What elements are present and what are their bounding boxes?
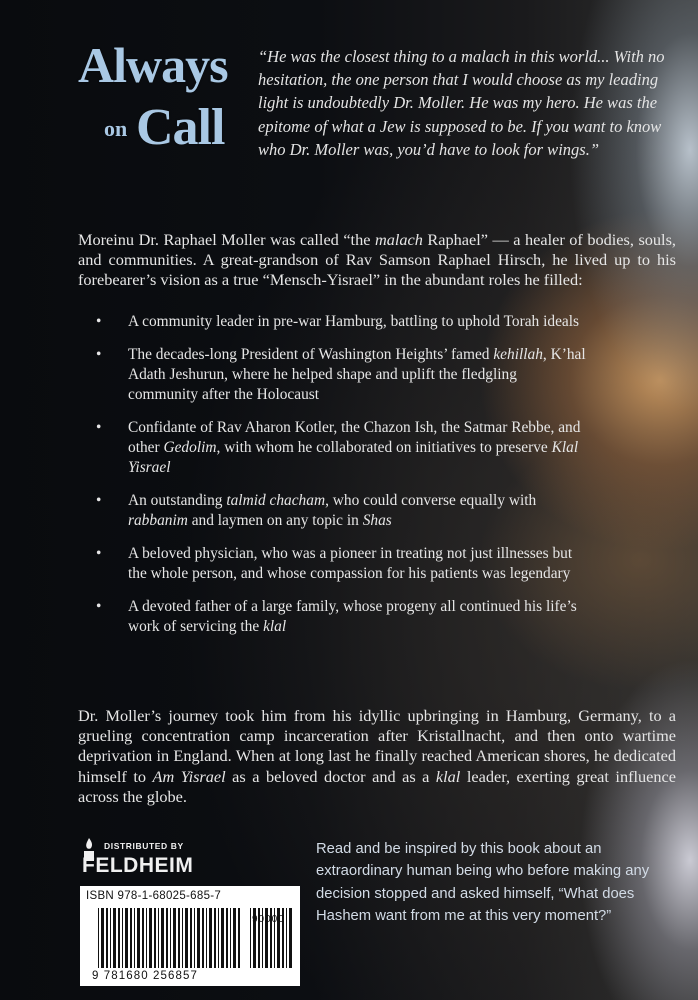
list-item — [90, 544, 590, 584]
barcode-bar — [113, 908, 116, 968]
barcode-bar — [250, 908, 251, 968]
book-title — [72, 37, 252, 190]
intro-emphasis: malach — [374, 230, 423, 249]
journey-paragraph — [78, 706, 676, 807]
list-item-text: , K’hal Adath Jeshurun, where he helped shape and uplift the fledgling community after the Holocaust — [128, 346, 586, 403]
journey-emphasis: Am Yisrael — [152, 766, 226, 786]
list-item-emphasis: Shas — [362, 512, 392, 529]
barcode-bar — [214, 908, 216, 968]
barcode-bar — [170, 908, 171, 968]
barcode-bar — [98, 908, 99, 968]
barcode-bar — [202, 908, 204, 968]
barcode-panel — [80, 886, 300, 986]
roles-list — [90, 312, 590, 650]
barcode-bar — [173, 908, 176, 968]
barcode-bar — [178, 908, 180, 968]
barcode-bar — [166, 908, 168, 968]
barcode-bar — [161, 908, 164, 968]
list-item-text: , who could converse equally with — [325, 492, 537, 509]
intro-text-2: Raphael” — a healer of bodies, souls, and communities. A great-grandson of Rav Samson Raphael Hirsch, he lived up to his forebearer’s vision as a true “Mensch-Yisrael” in the abundant roles he filled: — [78, 230, 676, 290]
closing-blurb: Read and be inspired by this book about an extraordinary human being who before making any decision stopped and asked himself, “What does Hashem want from me at this very moment?” — [316, 841, 650, 925]
list-item-emphasis: klal — [263, 618, 287, 635]
barcode-bar — [125, 908, 128, 968]
barcode-bar — [230, 908, 231, 968]
barcode-bar — [194, 908, 195, 968]
distributed-by-label: DISTRIBUTED BY — [104, 841, 184, 851]
barcode-bar — [190, 908, 192, 968]
list-item-emphasis: kehillah — [493, 346, 543, 363]
publisher-name: FELDHEIM — [82, 854, 194, 877]
price-code: 90000 — [252, 914, 285, 925]
barcode-bar — [233, 908, 236, 968]
barcode-bar — [238, 908, 240, 968]
barcode-bar — [130, 908, 132, 968]
list-item-text: , with whom he collaborated on initiatives to preserve — [216, 439, 552, 456]
endorsement-quote: “He was the closest thing to a malach in this world... With no hesitation, the one person that I would choose as my leading light is undoubtedly Dr. Moller. He was my hero. He was the epitome of what a Jew is supposed to be. If you want to know who Dr. Moller was, you’d have to look for wings.” — [258, 47, 665, 159]
barcode-bar — [110, 908, 111, 968]
bullet-icon: • — [96, 492, 102, 509]
list-item-text: A community leader in pre-war Hamburg, battling to uphold Torah ideals — [128, 313, 579, 330]
title-word-on: on — [104, 116, 128, 141]
bullet-icon: • — [96, 313, 102, 330]
barcode-bar — [286, 908, 287, 968]
publisher-logo — [80, 835, 250, 885]
title-word-call: Call — [136, 99, 225, 156]
list-item — [90, 418, 590, 478]
list-item-text: An outstanding — [128, 492, 227, 509]
barcode-bar — [146, 908, 147, 968]
list-item-text: and laymen on any topic in — [187, 512, 363, 529]
barcode-bar — [101, 908, 104, 968]
list-item-text: A devoted father of a large family, whose progeny all continued his life’s work of servicing the — [128, 598, 577, 635]
list-item — [90, 597, 590, 637]
list-item-emphasis: talmid chacham — [226, 492, 326, 509]
list-item-text: The decades-long President of Washington Heights’ famed — [128, 346, 494, 363]
bullet-icon: • — [96, 419, 102, 436]
list-item-text: A beloved physician, who was a pioneer in treating not just illnesses but the whole person, and whose compassion for his patients was legendary — [128, 545, 573, 582]
intro-paragraph — [78, 230, 676, 291]
list-item — [90, 345, 590, 405]
barcode-bar — [221, 908, 224, 968]
barcode-bar — [206, 908, 207, 968]
barcode-bar — [218, 908, 219, 968]
list-item — [90, 312, 590, 332]
barcode-bar — [106, 908, 108, 968]
barcode-bar — [154, 908, 156, 968]
title-word-always: Always — [78, 37, 228, 93]
bullet-icon: • — [96, 598, 102, 615]
barcode-bar — [134, 908, 135, 968]
barcode-bar — [158, 908, 159, 968]
barcode-bar — [118, 908, 120, 968]
journey-text-3: leader, exerting great influence across the globe. — [78, 766, 676, 806]
list-item-text: Confidante of Rav Aharon Kotler, the Chazon Ish, the Satmar Rebbe, and other — [128, 419, 581, 456]
journey-text-1: Dr. Moller’s journey took him from his idyllic upbringing in Hamburg, Germany, to a grueling concentration camp incarceration after Kristallnacht, and then onto wartime deprivation in England. When at long last he finally reached American shores, he dedicated himself to — [78, 706, 676, 786]
barcode-bar — [137, 908, 140, 968]
barcode-bar — [149, 908, 152, 968]
barcode-bar — [197, 908, 200, 968]
intro-text-1: Moreinu Dr. Raphael Moller was called “the — [78, 230, 375, 249]
journey-emphasis: klal — [435, 766, 461, 786]
barcode-bar — [182, 908, 183, 968]
isbn-label: ISBN 978-1-68025-685-7 — [86, 890, 222, 902]
list-item — [90, 491, 590, 531]
bullet-icon: • — [96, 346, 102, 363]
barcode-bar — [185, 908, 188, 968]
barcode-bar — [289, 908, 292, 968]
journey-text-2: as a beloved doctor and as a — [225, 766, 436, 786]
barcode-bar — [209, 908, 212, 968]
barcode-bar — [142, 908, 144, 968]
list-item-emphasis: Klal Yisrael — [128, 439, 579, 476]
bullet-icon: • — [96, 545, 102, 562]
list-item-emphasis: Gedolim — [163, 439, 217, 456]
barcode-digits: 9 781680 256857 — [92, 970, 199, 982]
barcode-bar — [122, 908, 123, 968]
list-item-emphasis: rabbanim — [128, 512, 188, 529]
barcode-bar — [226, 908, 228, 968]
